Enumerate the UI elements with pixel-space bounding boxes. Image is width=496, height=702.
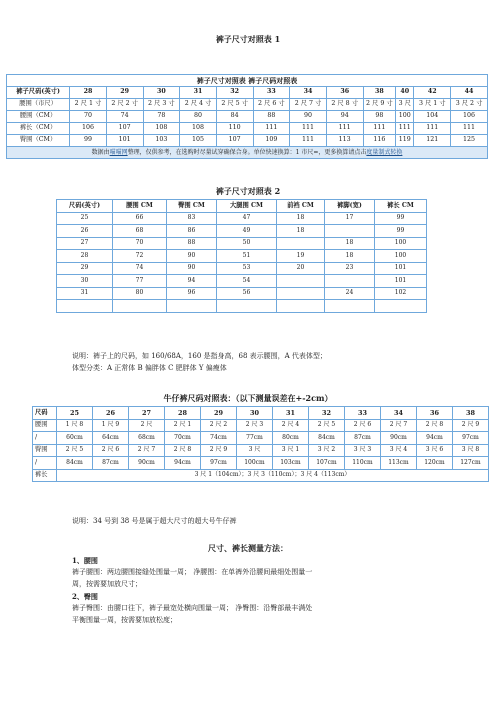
table-cell: 1 尺 9 — [93, 419, 129, 432]
row-label: 26 — [57, 225, 113, 238]
size-table-2 — [56, 199, 427, 313]
table-row — [33, 457, 489, 470]
table-cell: 70 — [70, 111, 107, 123]
table-cell: 60cm — [57, 432, 93, 445]
table-cell: 2 尺 4 — [273, 419, 309, 432]
table-cell: 78 — [143, 111, 180, 123]
row-label: 尺码 — [33, 407, 57, 420]
table-cell — [277, 237, 325, 250]
hip-text-1: 裤子臀围：由腰口往下，裤子最宽处横向围量一周； 净臀围：沿臀部最丰满处 — [72, 604, 313, 612]
table-row — [57, 287, 427, 300]
table-cell: 84 — [216, 111, 253, 123]
table-cell: 111 — [451, 123, 488, 135]
table-cell: 26 — [93, 407, 129, 420]
row-label: 尺码(英寸) — [57, 200, 113, 213]
table-cell: 53 — [217, 262, 277, 275]
table-cell: 74 — [106, 111, 143, 123]
table-cell: 2 尺 6 — [93, 444, 129, 457]
table-cell: 3 尺 2 寸 — [451, 99, 488, 111]
table-cell: 108 — [143, 123, 180, 135]
table-cell: 19 — [277, 250, 325, 263]
table-cell: 107cm — [309, 457, 345, 470]
table-cell: 84cm — [309, 432, 345, 445]
table-cell: 3 尺 8 — [453, 444, 489, 457]
table-cell: 38 — [453, 407, 489, 420]
row-label: 裤长（CM） — [7, 123, 70, 135]
table-cell: 101 — [106, 135, 143, 147]
table-cell: 127cm — [453, 457, 489, 470]
table-cell: 2 尺 2 寸 — [106, 99, 143, 111]
table-cell: 33 — [345, 407, 381, 420]
table-cell: 100cm — [237, 457, 273, 470]
table-cell: 111 — [326, 123, 363, 135]
table-cell: 74 — [113, 262, 167, 275]
table-cell: 29 — [201, 407, 237, 420]
table-cell: 31 — [273, 407, 309, 420]
table-cell: 38 — [363, 87, 396, 99]
table-cell: 2 尺 8 — [165, 444, 201, 457]
table-cell: 107 — [216, 135, 253, 147]
table-row — [33, 419, 489, 432]
table-cell: 116 — [363, 135, 396, 147]
table-cell: 18 — [277, 212, 325, 225]
table-cell: 49 — [217, 225, 277, 238]
table-cell: 2 尺 7 — [381, 419, 417, 432]
table-cell: 18 — [325, 250, 375, 263]
table-cell: 2 尺 7 — [129, 444, 165, 457]
table-cell: 2 尺 3 寸 — [143, 99, 180, 111]
table3-title: 牛仔裤尺码对照表：（以下测量误差在+-2cm） — [163, 393, 333, 403]
table-cell: 87cm — [345, 432, 381, 445]
table-cell: 2 尺 5 — [309, 419, 345, 432]
table-cell: 3 尺 2 — [309, 444, 345, 457]
miaomiao-link[interactable]: 喵喵网 — [109, 148, 128, 156]
table-cell: 94cm — [165, 457, 201, 470]
table-header-row — [33, 407, 489, 420]
table-header-row — [57, 200, 427, 213]
table-cell: 裤长 CM — [375, 200, 427, 213]
row-label: 28 — [57, 250, 113, 263]
table-row — [7, 99, 488, 111]
table-cell: 3 尺 1 寸 — [414, 99, 451, 111]
table-cell: 106 — [70, 123, 107, 135]
table-cell: 2 尺 — [129, 419, 165, 432]
table-cell — [277, 287, 325, 300]
table-cell: 3 尺 1 — [273, 444, 309, 457]
table-cell: 97cm — [201, 457, 237, 470]
table-cell: 98 — [363, 111, 396, 123]
table-cell — [325, 225, 375, 238]
table-cell: 51 — [217, 250, 277, 263]
table-cell: 103 — [143, 135, 180, 147]
table-cell: 36 — [417, 407, 453, 420]
hip-text-2: 平衡围量一周，按需要加放松度； — [72, 616, 177, 624]
table-cell: 34 — [290, 87, 327, 99]
table-row — [57, 275, 427, 288]
table-cell: 30 — [237, 407, 273, 420]
table-cell: 88 — [253, 111, 290, 123]
table-cell: 50 — [217, 237, 277, 250]
table-row — [57, 250, 427, 263]
table-cell: 80 — [113, 287, 167, 300]
table-cell: 2 尺 4 寸 — [180, 99, 217, 111]
table1-subtitle: 裤子尺寸对照表 裤子尺码对照表 — [7, 75, 488, 87]
jeans-size-table — [32, 406, 489, 482]
table-cell: 2 尺 3 — [237, 419, 273, 432]
table-cell: 83 — [167, 212, 217, 225]
row-label: 25 — [57, 212, 113, 225]
table-cell: 100 — [396, 111, 414, 123]
row-label: 30 — [57, 275, 113, 288]
table-cell: 18 — [325, 237, 375, 250]
table-cell: 121 — [414, 135, 451, 147]
table-cell: 103cm — [273, 457, 309, 470]
table-cell: 120cm — [417, 457, 453, 470]
table-row — [33, 444, 489, 457]
table-cell: 106 — [451, 111, 488, 123]
table-cell: 2 尺 6 — [345, 419, 381, 432]
table-cell: 34 — [381, 407, 417, 420]
table-cell: 54 — [217, 275, 277, 288]
table-cell: 腰围 CM — [113, 200, 167, 213]
table-cell: 107 — [106, 123, 143, 135]
table-cell: 99 — [375, 225, 427, 238]
table-header-row — [7, 87, 488, 99]
row-label: 29 — [57, 262, 113, 275]
note-text: 整理，仅供参考，在选购时尽量试穿确保合身。单位快速换算：1 市尺=，更多换算请点击 — [127, 148, 367, 156]
table-cell: 94cm — [417, 432, 453, 445]
table-cell: 3 尺 4 — [381, 444, 417, 457]
table-cell: 105 — [180, 135, 217, 147]
body-type-note: 体型分类：A 正常体 B 偏胖体 C 肥胖体 Y 偏瘦体 — [72, 364, 227, 372]
table-cell: 56 — [217, 287, 277, 300]
table-cell: 100 — [375, 250, 427, 263]
table-cell: 2 尺 1 — [165, 419, 201, 432]
table-cell: 30 — [143, 87, 180, 99]
waist-text-2: 周，按需要加放尺寸； — [72, 580, 142, 588]
table-cell: 88 — [167, 237, 217, 250]
row-label — [57, 300, 113, 313]
table-cell: 42 — [414, 87, 451, 99]
table-cell: 2 尺 7 寸 — [290, 99, 327, 111]
table-cell: 102 — [375, 287, 427, 300]
table-cell: 99 — [70, 135, 107, 147]
table-cell: 108 — [180, 123, 217, 135]
table-cell: 31 — [180, 87, 217, 99]
table-cell: 119 — [396, 135, 414, 147]
row-label: 腰围（CM） — [7, 111, 70, 123]
table-cell: 24 — [325, 287, 375, 300]
table-row — [57, 237, 427, 250]
length-value: 3 尺 1（104cm）；3 尺 3（110cm）；3 尺 4（113cm） — [57, 469, 489, 482]
table-cell: 2 尺 6 寸 — [253, 99, 290, 111]
table-cell: 90cm — [129, 457, 165, 470]
table-cell: 96 — [167, 287, 217, 300]
hip-heading: 2、臀围 — [72, 592, 98, 601]
table-cell: 25 — [57, 407, 93, 420]
row-label: 31 — [57, 287, 113, 300]
table-cell: 86 — [167, 225, 217, 238]
table-cell: 70cm — [165, 432, 201, 445]
table-cell: 100 — [375, 237, 427, 250]
row-label: 臀围（CM） — [7, 135, 70, 147]
method-title: 尺寸、裤长测量方法： — [208, 543, 288, 553]
table-cell: 2 尺 5 — [57, 444, 93, 457]
table-cell: 111 — [253, 123, 290, 135]
size-table-1 — [6, 74, 488, 159]
table-cell: 3 尺 3 — [345, 444, 381, 457]
table-cell — [277, 300, 325, 313]
table-cell: 68 — [113, 225, 167, 238]
table-cell: 77 — [113, 275, 167, 288]
row-label: / — [33, 432, 57, 445]
table-cell: 29 — [106, 87, 143, 99]
table-cell: 74cm — [201, 432, 237, 445]
table-row — [7, 111, 488, 123]
table-cell: 111 — [290, 135, 327, 147]
table-cell: 80cm — [273, 432, 309, 445]
table-cell: 90 — [167, 262, 217, 275]
table-cell: 18 — [277, 225, 325, 238]
table-cell: 2 尺 1 寸 — [70, 99, 107, 111]
table-cell: 3 尺 — [396, 99, 414, 111]
table-row — [57, 300, 427, 313]
row-label: 腰围（市尺） — [7, 99, 70, 111]
table-row — [33, 432, 489, 445]
table-cell: 32 — [216, 87, 253, 99]
table-cell: 66 — [113, 212, 167, 225]
table-cell: 36 — [326, 87, 363, 99]
table-cell: 2 尺 8 寸 — [326, 99, 363, 111]
waist-heading: 1、腰围 — [72, 556, 98, 565]
table-cell — [217, 300, 277, 313]
table-cell: 94 — [326, 111, 363, 123]
table-cell: 111 — [363, 123, 396, 135]
table-cell — [277, 275, 325, 288]
table-cell: 111 — [414, 123, 451, 135]
table-cell: 大腿围 CM — [217, 200, 277, 213]
table-cell: 27 — [129, 407, 165, 420]
row-label: 裤子尺码(英寸) — [7, 87, 70, 99]
table-cell: 87cm — [93, 457, 129, 470]
table-cell: 17 — [325, 212, 375, 225]
jeans-note: 说明：34 号到 38 号是属于超大尺寸的超大号牛仔裤 — [72, 517, 237, 525]
table-cell: 23 — [325, 262, 375, 275]
table-cell: 101 — [375, 275, 427, 288]
table-cell: 3 尺 — [237, 444, 273, 457]
table-cell — [167, 300, 217, 313]
table2-title: 裤子尺寸对照表 2 — [215, 186, 281, 196]
table-cell: 33 — [253, 87, 290, 99]
table-cell: 111 — [290, 123, 327, 135]
table-cell: 臀围 CM — [167, 200, 217, 213]
table-cell: 2 尺 8 — [417, 419, 453, 432]
table-cell: 64cm — [93, 432, 129, 445]
table-row — [57, 212, 427, 225]
table1-note — [7, 147, 488, 159]
row-label: 腰围 — [33, 419, 57, 432]
table-cell — [325, 275, 375, 288]
size-note: 说明：裤子上的尺码，如 160/68A，160 是指身高，68 表示腰围，A 代表体型； — [72, 352, 327, 360]
table-cell: 77cm — [237, 432, 273, 445]
table-cell: 70 — [113, 237, 167, 250]
table-cell: 2 尺 9 — [201, 444, 237, 457]
table-cell: 84cm — [57, 457, 93, 470]
table-cell: 111 — [396, 123, 414, 135]
table-cell: 68cm — [129, 432, 165, 445]
table-cell: 97cm — [453, 432, 489, 445]
table-cell: 44 — [451, 87, 488, 99]
table-cell: 99 — [375, 212, 427, 225]
table-cell: 28 — [165, 407, 201, 420]
table-cell: 3 尺 6 — [417, 444, 453, 457]
table-cell: 113 — [326, 135, 363, 147]
table-row — [57, 225, 427, 238]
table-cell: 2 尺 5 寸 — [216, 99, 253, 111]
table-cell: 2 尺 2 — [201, 419, 237, 432]
table-row — [7, 123, 488, 135]
row-label: 臀围 — [33, 444, 57, 457]
table-cell: 裤脚(宽) — [325, 200, 375, 213]
row-label: 27 — [57, 237, 113, 250]
table-cell: 80 — [180, 111, 217, 123]
table-row — [57, 262, 427, 275]
table-cell — [325, 300, 375, 313]
table-cell: 90cm — [381, 432, 417, 445]
table-cell — [113, 300, 167, 313]
length-label: 裤长 — [33, 469, 57, 482]
table-cell: 1 尺 8 — [57, 419, 93, 432]
unit-conversion-link[interactable]: 度量制式转换 — [366, 148, 403, 156]
table-cell: 113cm — [381, 457, 417, 470]
table-cell: 104 — [414, 111, 451, 123]
table-cell: 90 — [290, 111, 327, 123]
table1-title: 裤子尺寸对照表 1 — [215, 34, 281, 44]
row-label: / — [33, 457, 57, 470]
table-cell: 2 尺 9 — [453, 419, 489, 432]
table-cell: 94 — [167, 275, 217, 288]
table-cell: 125 — [451, 135, 488, 147]
table-cell: 40 — [396, 87, 414, 99]
table-cell: 47 — [217, 212, 277, 225]
table-cell: 110cm — [345, 457, 381, 470]
table-cell: 2 尺 9 寸 — [363, 99, 396, 111]
table-cell: 72 — [113, 250, 167, 263]
table-cell: 28 — [70, 87, 107, 99]
table-row — [7, 135, 488, 147]
table-cell: 109 — [253, 135, 290, 147]
table-cell: 110 — [216, 123, 253, 135]
table-cell: 20 — [277, 262, 325, 275]
table-cell — [375, 300, 427, 313]
note-text: 数据由 — [91, 148, 110, 156]
table-cell: 前裆 CM — [277, 200, 325, 213]
table-cell: 101 — [375, 262, 427, 275]
table-cell: 90 — [167, 250, 217, 263]
waist-text-1: 裤子腰围：两边腰围接缝处围量一周； 净腰围：在单裤外沿腰间最细处围量一 — [72, 568, 313, 576]
table-cell: 32 — [309, 407, 345, 420]
